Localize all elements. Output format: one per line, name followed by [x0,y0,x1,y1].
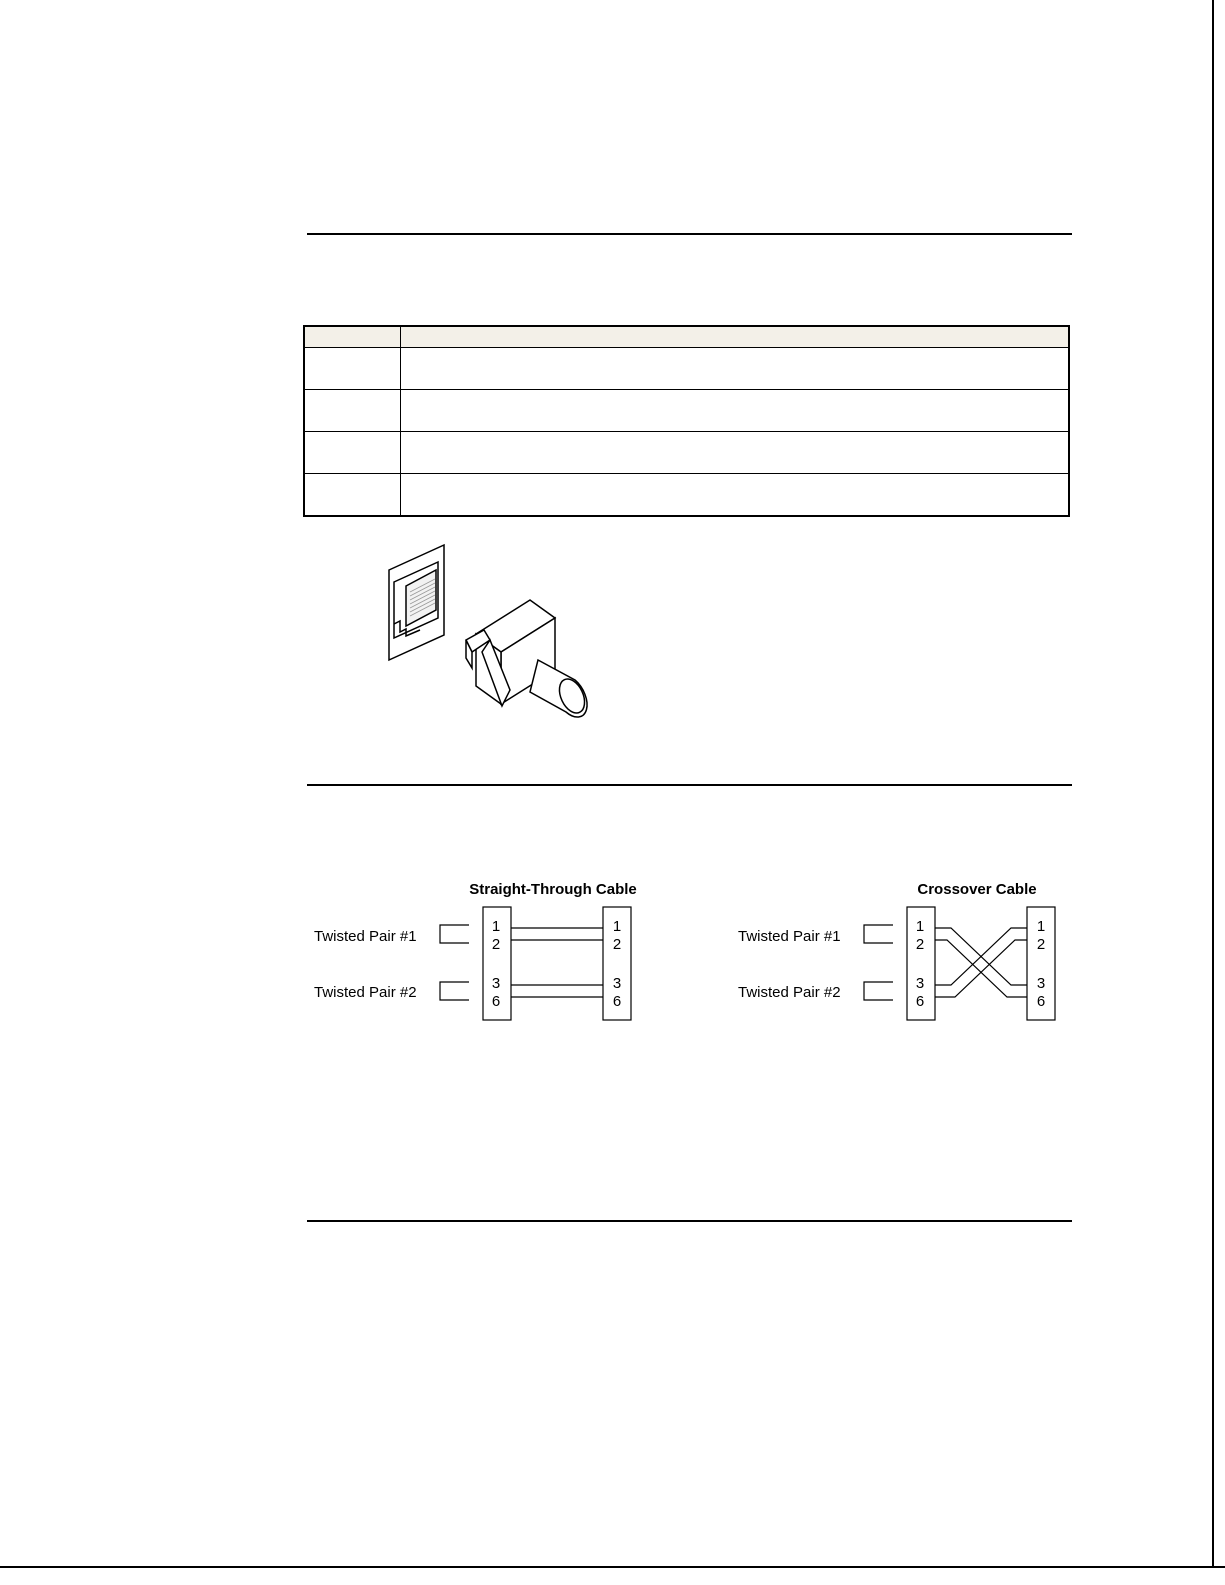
table-cell [400,390,1069,432]
pin-label: 3 [491,975,501,992]
pin-label: 2 [915,936,925,953]
pin-label: 1 [612,918,622,935]
pin-label: 2 [491,936,501,953]
table-cell [304,390,400,432]
pair-label: Twisted Pair #1 [738,928,841,945]
pin-label: 2 [612,936,622,953]
table-header-cell [304,326,400,348]
crossover-cable-diagram [729,870,1079,1030]
pin-label: 6 [491,993,501,1010]
page-edge-line [1212,0,1214,1566]
table-cell [400,474,1069,517]
pin-label: 6 [612,993,622,1010]
section-rule-bottom [307,1220,1072,1222]
table-cell [304,348,400,390]
pin-label: 3 [915,975,925,992]
pin-assignment-table [303,325,1070,517]
table-cell [304,432,400,474]
table-row [304,474,1069,517]
pin-label: 3 [1036,975,1046,992]
section-rule-top [307,233,1072,235]
pin-label: 1 [915,918,925,935]
table-cell [400,432,1069,474]
pair-label: Twisted Pair #2 [738,984,841,1001]
table-header-cell [400,326,1069,348]
section-rule-middle [307,784,1072,786]
straight-through-cable-diagram [305,870,655,1030]
pin-label: 1 [491,918,501,935]
page-bottom-edge [0,1566,1225,1568]
diagram-title: Crossover Cable [917,881,1037,898]
pin-label: 1 [1036,918,1046,935]
pair-label: Twisted Pair #1 [314,928,417,945]
table-cell [304,474,400,517]
table-row [304,390,1069,432]
table-cell [400,348,1069,390]
wire [935,928,1027,985]
table-header-row [304,326,1069,348]
rj45-jack-plug-icon [380,540,600,720]
wire [935,940,1027,997]
wire [935,940,1027,997]
table-row [304,432,1069,474]
table-row [304,348,1069,390]
diagram-title: Straight-Through Cable [469,881,637,898]
pair-label: Twisted Pair #2 [314,984,417,1001]
pin-label: 6 [915,993,925,1010]
pin-label: 6 [1036,993,1046,1010]
pin-label: 2 [1036,936,1046,953]
pin-label: 3 [612,975,622,992]
